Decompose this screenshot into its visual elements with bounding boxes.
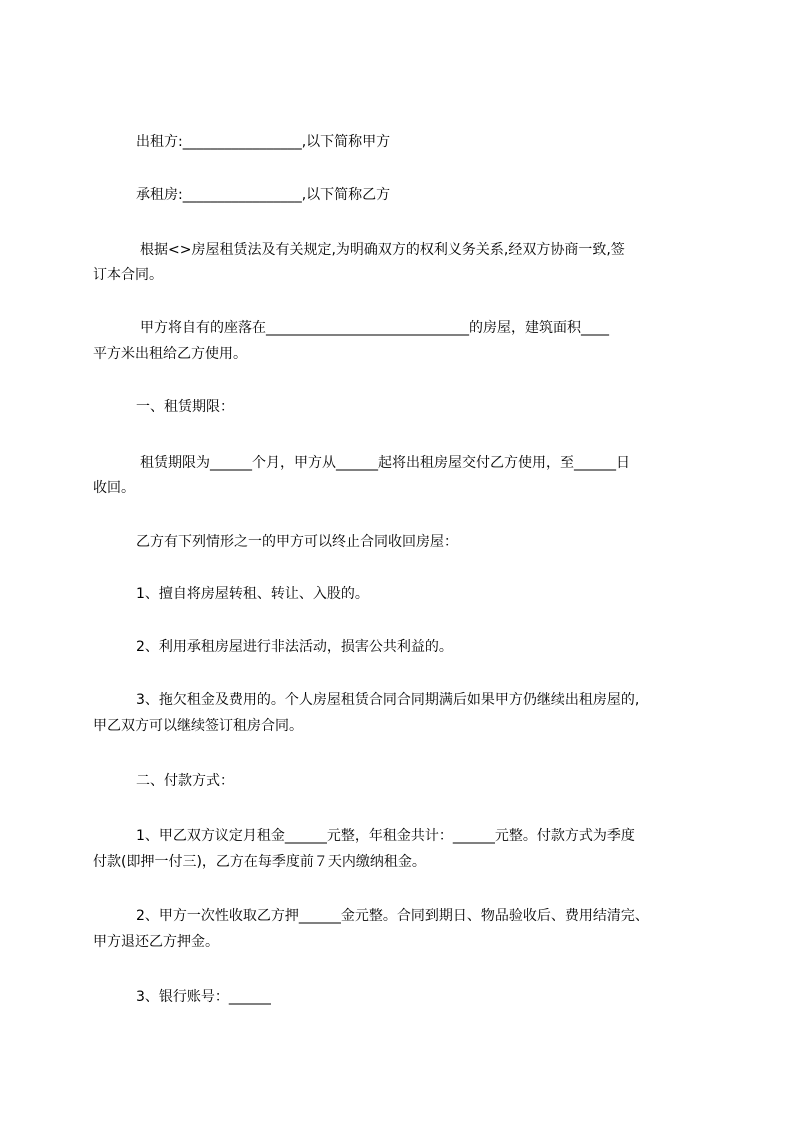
termination-item-3-line-2: 甲乙双方可以继续签订租房合同。: [93, 718, 303, 734]
payment-item-1-line-2: 付款(即押一付三)，乙方在每季度前７天内缴纳租金。: [93, 854, 426, 870]
lessee-line: 承租房:_________________,以下简称乙方: [136, 187, 391, 203]
payment-item-2-line-1: 2、甲方一次性收取乙方押______金元整。合同到期日、物品验收后、费用结清完、: [136, 908, 649, 924]
term-line-1: 租赁期限为______个月，甲方从______起将出租房屋交付乙方使用，至______日: [140, 455, 630, 471]
term-line-2: 收回。: [93, 480, 135, 496]
termination-item-1: 1、擅自将房屋转租、转让、入股的。: [136, 586, 369, 602]
termination-intro: 乙方有下列情形之一的甲方可以终止合同收回房屋：: [136, 534, 458, 550]
termination-item-3-line-1: 3、拖欠租金及费用的。个人房屋租赁合同合同期满后如果甲方仍继续出租房屋的,: [136, 692, 640, 708]
section-2-title: 二、付款方式：: [136, 773, 234, 789]
property-line-1: 甲方将自有的座落在_____________________________的房屋，建筑面积____: [140, 320, 609, 336]
preamble-line-2: 订本合同。: [93, 267, 163, 283]
section-1-title: 一、租赁期限：: [136, 399, 234, 415]
payment-item-3: 3、银行账号：______: [136, 989, 271, 1005]
property-line-2: 平方米出租给乙方使用。: [93, 346, 247, 362]
preamble-line-1: 根据<>房屋租赁法及有关规定,为明确双方的权利义务关系,经双方协商一致,签: [140, 242, 625, 258]
lessor-line: 出租方:_________________,以下简称甲方: [136, 134, 391, 150]
termination-item-2: 2、利用承租房屋进行非法活动，损害公共利益的。: [136, 639, 453, 655]
payment-item-1-line-1: 1、甲乙双方议定月租金______元整，年租金共计：______元整。付款方式为季度: [136, 828, 635, 844]
payment-item-2-line-2: 甲方退还乙方押金。: [93, 934, 219, 950]
